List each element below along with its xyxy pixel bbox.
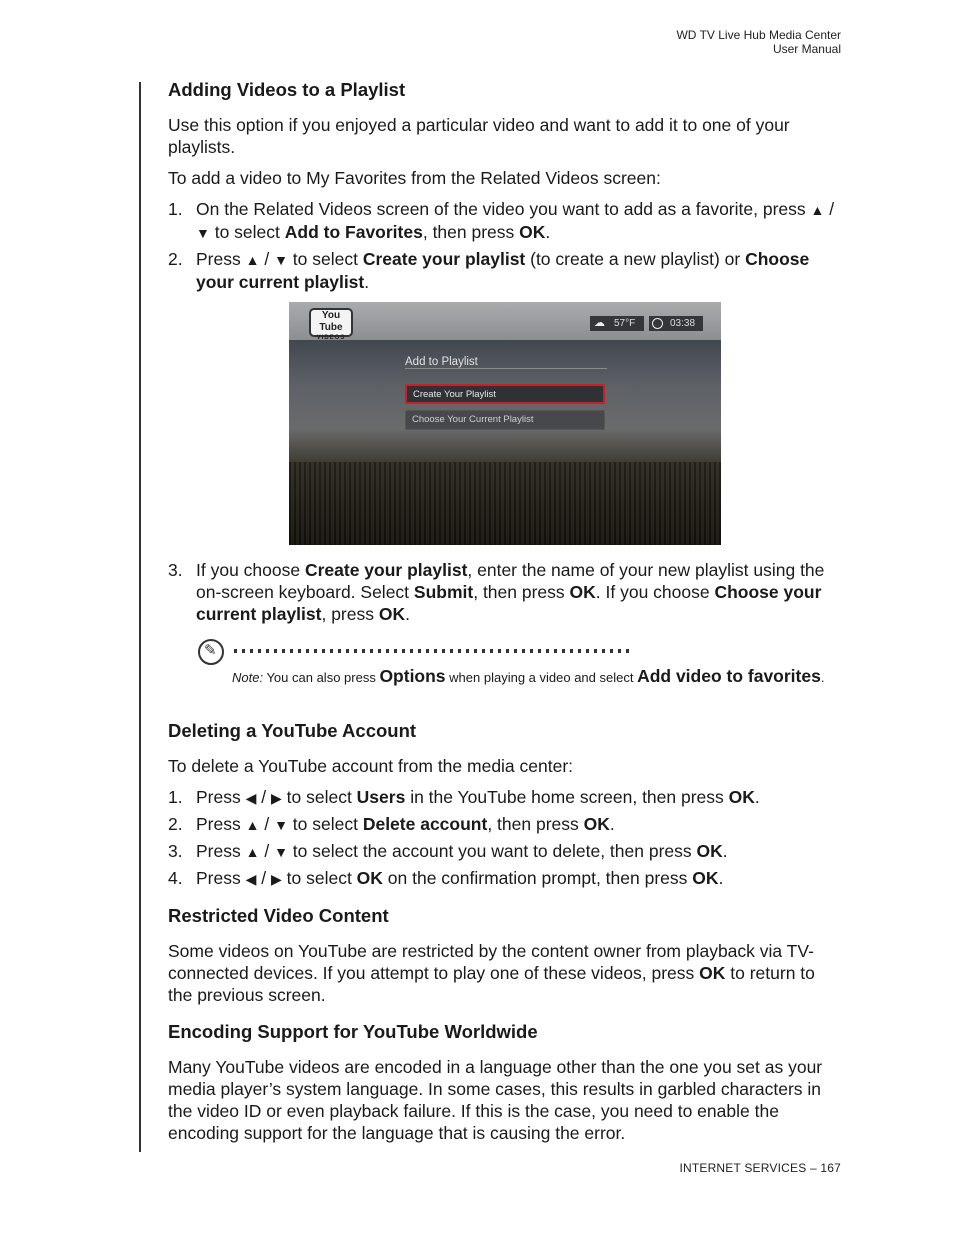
paragraph: Use this option if you enjoyed a particular video and want to add it to one of your playlists.: [168, 115, 790, 157]
paragraph: Some videos on YouTube are restricted by the content owner from playback via TV-connected devices. If you attempt to play one of these videos, press OK to return to the previous screen.: [168, 941, 815, 1005]
steps-list: [168, 198, 843, 293]
down-arrow-icon: ▼: [274, 817, 288, 833]
step-number: 1.: [168, 787, 183, 807]
left-arrow-icon: ◀: [245, 871, 257, 887]
cloud-sun-icon: ☁: [594, 317, 605, 329]
menu-option-create-playlist[interactable]: Create Your Playlist: [405, 384, 605, 404]
weather-indicator: [590, 316, 644, 331]
step-number: 3.: [168, 560, 183, 580]
add-to-playlist-screenshot: [289, 302, 721, 545]
page-content: [168, 78, 843, 1153]
clock-time: 03:38: [670, 318, 696, 329]
background-field: [289, 462, 721, 545]
up-arrow-icon: ▲: [245, 817, 260, 833]
menu-divider: [405, 368, 607, 369]
step-number: 3.: [168, 841, 183, 861]
youtube-logo: You Tube VIDEOS: [309, 308, 353, 337]
note-icon: ✎: [198, 639, 224, 665]
section-title-restricted-content: Restricted Video Content: [168, 905, 389, 926]
up-arrow-icon: ▲: [245, 252, 260, 268]
left-arrow-icon: ◀: [245, 790, 257, 806]
header-product: WD TV Live Hub Media Center: [676, 28, 841, 42]
steps-list-continued: [168, 559, 843, 625]
temperature: 57°F: [614, 318, 636, 329]
up-arrow-icon: ▲: [810, 202, 825, 218]
paragraph: To add a video to My Favorites from the Related Videos screen:: [168, 168, 661, 188]
right-arrow-icon: ▶: [270, 871, 282, 887]
note-box: [168, 635, 843, 705]
section-title-deleting-account: Deleting a YouTube Account: [168, 720, 417, 741]
menu-title: Add to Playlist: [405, 356, 478, 368]
page-footer: INTERNET SERVICES – 167: [679, 1161, 841, 1175]
step-number: 1.: [168, 199, 183, 219]
menu-option-choose-playlist[interactable]: Choose Your Current Playlist: [405, 410, 605, 430]
steps-list: [168, 786, 843, 890]
list-item: 2. Press ▲ / ▼ to select Delete account, then press OK.: [168, 814, 615, 834]
page-header: [676, 28, 841, 56]
note-text: Note: You can also press Options when playing a video and select Add video to favorites.: [232, 666, 825, 686]
section-title-encoding-support: Encoding Support for YouTube Worldwide: [168, 1021, 538, 1042]
clock-icon: [652, 318, 663, 329]
right-arrow-icon: ▶: [270, 790, 282, 806]
step-number: 2.: [168, 814, 183, 834]
header-manual: User Manual: [772, 42, 841, 56]
margin-rule: [139, 82, 141, 1152]
list-item: 1. On the Related Videos screen of the video you want to add as a favorite, press ▲ / ▼ to select Add to Favorites, then press OK.: [168, 199, 835, 242]
list-item: 4. Press ◀ / ▶ to select OK on the confirmation prompt, then press OK.: [168, 868, 724, 888]
list-item: 3. Press ▲ / ▼ to select the account you want to delete, then press OK.: [168, 841, 728, 861]
list-item: 2. Press ▲ / ▼ to select Create your playlist (to create a new playlist) or Choose your current playlist.: [168, 249, 810, 292]
down-arrow-icon: ▼: [196, 225, 210, 241]
list-item: 3. If you choose Create your playlist, enter the name of your new playlist using the on-screen keyboard. Select Submit, then press OK. If you choose Choose your current playlist, press OK.: [168, 560, 825, 624]
top-bar: [289, 302, 721, 340]
section-title-adding-videos: Adding Videos to a Playlist: [168, 79, 406, 100]
down-arrow-icon: ▼: [274, 844, 288, 860]
list-item: 1. Press ◀ / ▶ to select Users in the YouTube home screen, then press OK.: [168, 787, 760, 807]
paragraph: To delete a YouTube account from the media center:: [168, 756, 574, 776]
step-number: 2.: [168, 249, 183, 269]
note-dotted-divider: [234, 649, 634, 653]
paragraph: Many YouTube videos are encoded in a language other than the one you set as your media player’s system language. In some cases, this results in garbled characters in the video ID or even playback failure. If this is the case, you need to enable the encoding support for the language that is causing the error.: [168, 1057, 823, 1143]
step-number: 4.: [168, 868, 183, 888]
clock-indicator: [649, 316, 703, 331]
down-arrow-icon: ▼: [274, 252, 288, 268]
up-arrow-icon: ▲: [245, 844, 260, 860]
